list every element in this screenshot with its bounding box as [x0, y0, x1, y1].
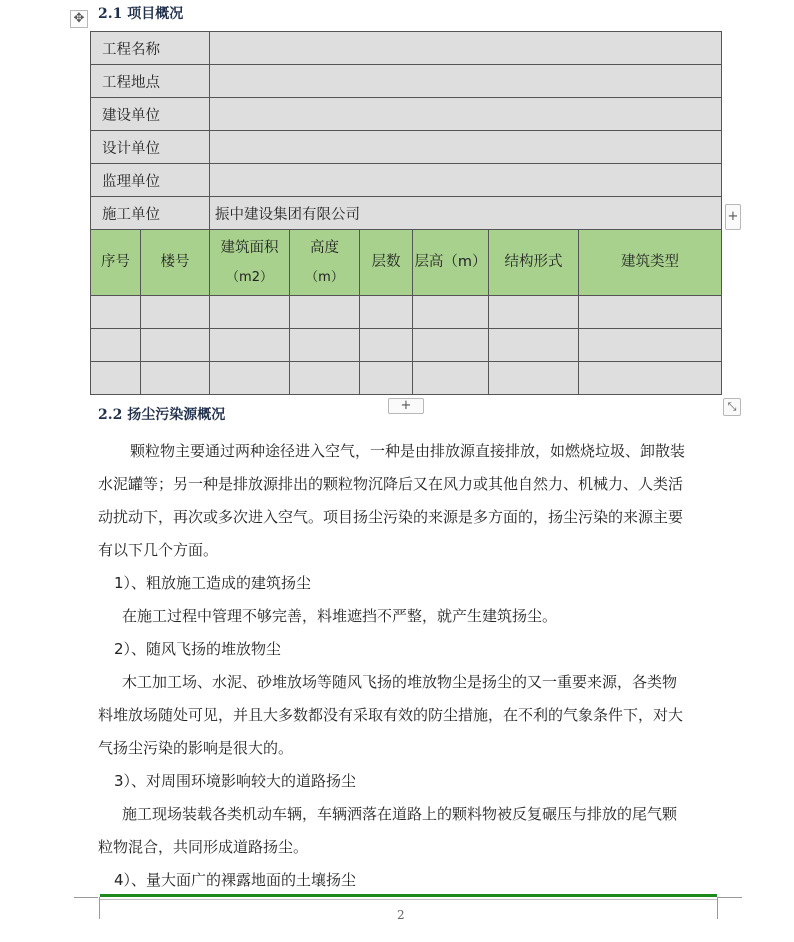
building-data-cell[interactable]	[413, 329, 489, 362]
building-data-row	[91, 362, 722, 395]
text-line: 1）、粗放施工造成的建筑扬尘	[114, 574, 312, 592]
header-cell-line: 层数	[371, 254, 401, 270]
text-line: 动扰动下，再次或多次进入空气。项目扬尘污染的来源是多方面的，扬尘污染的来源主要	[98, 508, 684, 526]
info-row-value[interactable]	[210, 32, 722, 65]
info-row-label[interactable]: 施工单位	[91, 197, 210, 230]
building-header-cell[interactable]	[360, 230, 413, 296]
header-cell-line: 结构形式	[504, 254, 563, 270]
building-data-cell[interactable]	[579, 296, 722, 329]
header-cell-unit: （m）	[305, 269, 344, 285]
building-header-cell[interactable]	[290, 230, 360, 296]
add-column-button[interactable]: +	[725, 204, 741, 230]
building-data-cell[interactable]	[489, 362, 579, 395]
building-data-cell[interactable]	[91, 362, 141, 395]
info-row-label[interactable]: 工程名称	[91, 32, 210, 65]
header-cell-line: 建筑类型	[621, 254, 679, 270]
text-line: 水泥罐等；另一种是排放源排出的颗粒物沉降后又在风力或其他自然力、机械力、人类活	[98, 475, 684, 493]
text-line: 料堆放场随处可见，并且大多数都没有采取有效的防尘措施，在不利的气象条件下，对大	[98, 706, 684, 724]
text-line: 在施工过程中管理不够完善，料堆遮挡不严整，就产生建筑扬尘。	[122, 607, 558, 625]
building-data-cell[interactable]	[141, 362, 210, 395]
margin-corner-right-h	[718, 897, 742, 898]
building-header-row	[91, 230, 722, 296]
building-header-cell[interactable]	[413, 230, 489, 296]
header-cell-line: 建筑面积	[220, 239, 279, 256]
footer-rule	[100, 894, 717, 897]
add-row-button[interactable]: +	[388, 398, 424, 414]
building-data-cell[interactable]	[210, 362, 290, 395]
building-header-cell[interactable]	[141, 230, 210, 296]
info-row	[91, 32, 722, 65]
building-data-cell[interactable]	[360, 296, 413, 329]
info-row-value[interactable]	[210, 98, 722, 131]
building-data-row	[91, 329, 722, 362]
header-cell-line: 楼号	[160, 254, 190, 270]
info-row-label[interactable]: 建设单位	[91, 98, 210, 131]
building-data-cell[interactable]	[413, 362, 489, 395]
info-row-label[interactable]: 监理单位	[91, 164, 210, 197]
text-line: 气扬尘污染的影响是很大的。	[98, 739, 294, 757]
info-row	[91, 131, 722, 164]
margin-corner-left	[99, 897, 100, 919]
building-data-cell[interactable]	[290, 362, 360, 395]
building-header-cell[interactable]	[210, 230, 290, 296]
info-row-value[interactable]	[210, 131, 722, 164]
info-row	[91, 197, 722, 230]
section-title-project-overview: 2.1 项目概况	[98, 6, 184, 22]
footer-rule-thin	[100, 899, 717, 900]
building-header-cell[interactable]	[489, 230, 579, 296]
margin-corner-right	[717, 897, 718, 919]
building-header-cell[interactable]	[579, 230, 722, 296]
building-data-cell[interactable]	[210, 296, 290, 329]
text-line: 粒物混合，共同形成道路扬尘。	[98, 838, 309, 856]
table-move-handle-icon[interactable]: ✥	[70, 10, 88, 28]
building-data-cell[interactable]	[141, 296, 210, 329]
margin-corner-left-h	[74, 897, 98, 898]
text-line: 2）、随风飞扬的堆放物尘	[114, 640, 282, 658]
building-data-cell[interactable]	[91, 296, 141, 329]
building-data-cell[interactable]	[413, 296, 489, 329]
project-info-table	[90, 31, 722, 395]
building-data-cell[interactable]	[91, 329, 141, 362]
building-data-cell[interactable]	[290, 329, 360, 362]
building-data-cell[interactable]	[360, 362, 413, 395]
text-line: 有以下几个方面。	[98, 541, 219, 559]
page-number: 2	[397, 908, 405, 922]
section-title-dust-sources: 2.2 扬尘污染源概况	[98, 407, 226, 423]
info-row-label[interactable]: 设计单位	[91, 131, 210, 164]
text-line: 3）、对周围环境影响较大的道路扬尘	[114, 772, 357, 790]
building-data-cell[interactable]	[290, 296, 360, 329]
text-line: 颗粒物主要通过两种途径进入空气，一种是由排放源直接排放，如燃烧垃圾、卸散装	[130, 442, 686, 460]
building-header-cell[interactable]	[91, 230, 141, 296]
info-row	[91, 164, 722, 197]
building-data-cell[interactable]	[489, 296, 579, 329]
info-row	[91, 98, 722, 131]
header-cell-line: 高度	[310, 239, 339, 256]
text-line: 施工现场装载各类机动车辆，车辆洒落在道路上的颗料物被反复碾压与排放的尾气颗	[122, 805, 678, 823]
building-data-cell[interactable]	[579, 362, 722, 395]
building-data-cell[interactable]	[210, 329, 290, 362]
text-line: 木工加工场、水泥、砂堆放场等随风飞扬的堆放物尘是扬尘的又一重要来源，各类物	[122, 673, 678, 691]
info-row	[91, 65, 722, 98]
table-resize-icon[interactable]: ⤡	[723, 398, 741, 416]
building-data-cell[interactable]	[360, 329, 413, 362]
info-row-value[interactable]	[210, 65, 722, 98]
building-data-row	[91, 296, 722, 329]
building-data-cell[interactable]	[141, 329, 210, 362]
header-cell-line: 序号	[101, 254, 130, 270]
header-cell-line: 层高（m）	[414, 254, 487, 270]
info-row-label[interactable]: 工程地点	[91, 65, 210, 98]
building-data-cell[interactable]	[489, 329, 579, 362]
building-data-cell[interactable]	[579, 329, 722, 362]
info-row-value[interactable]: 振中建设集团有限公司	[210, 197, 722, 230]
header-cell-unit: （m2）	[226, 269, 273, 285]
info-row-value[interactable]	[210, 164, 722, 197]
text-line: 4）、量大面广的裸露地面的土壤扬尘	[114, 871, 357, 889]
